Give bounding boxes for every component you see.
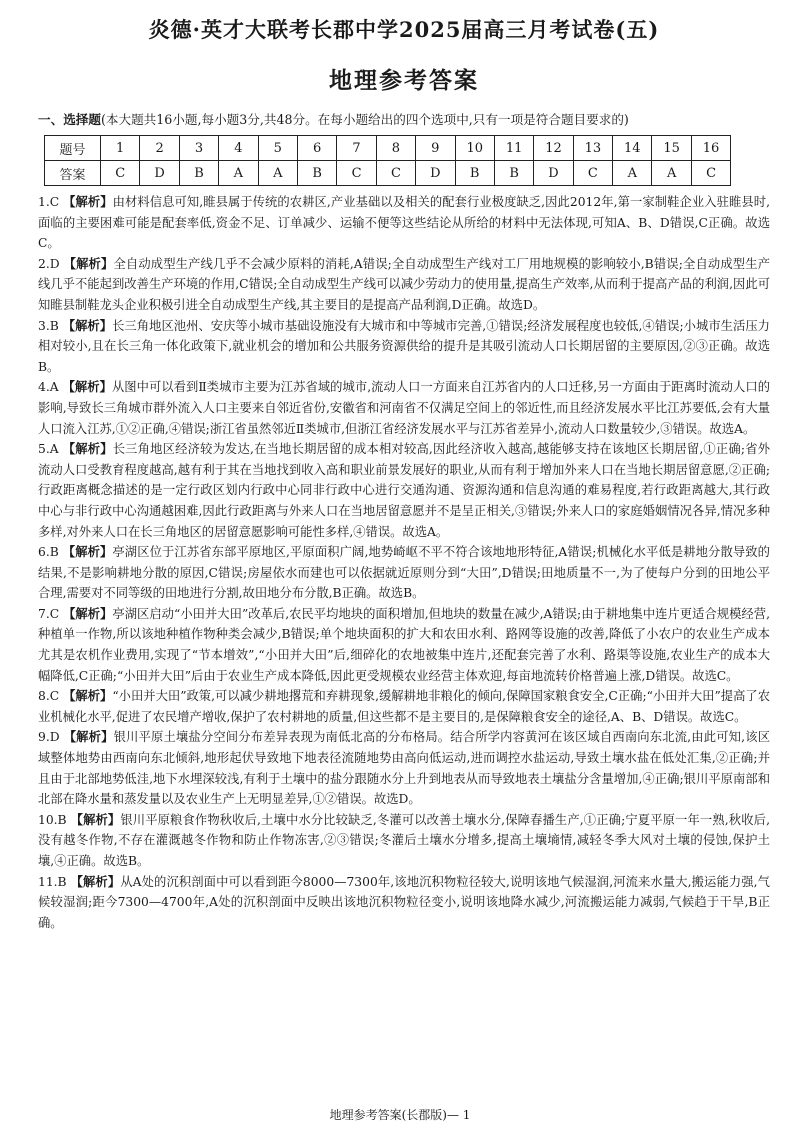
analysis-tag: 【解析】 [63, 689, 113, 704]
question-number-cell: 8 [376, 136, 415, 161]
explanation-item [38, 686, 770, 727]
answer-cell: C [691, 161, 730, 186]
answer-cell: D [416, 161, 455, 186]
question-number-cell: 13 [573, 136, 612, 161]
answer-cell: A [219, 161, 258, 186]
question-number-cell: 10 [455, 136, 494, 161]
answer-cell: B [297, 161, 336, 186]
item-text: 长三角地区池州、安庆等小城市基础设施没有大城市和中等城市完善,①错误;经济发展程度也较低,④错误;小城市生活压力相对较小,且在长三角一体化政策下,就业机会的增加和公共服务资源供给的提升是其吸引流动人口长期居留的主要原因,②③正确。故选B。 [38, 318, 770, 374]
section-heading [38, 111, 770, 129]
answer-cell: B [179, 161, 218, 186]
item-number: 5.A [38, 442, 59, 457]
answer-cell: A [258, 161, 297, 186]
analysis-tag: 【解析】 [63, 730, 114, 745]
item-text: 从A处的沉积剖面中可以看到距今8000—7300年,该地沉积物粒径较大,说明该地气候湿润,河流来水量大,搬运能力强,气候较湿润;距今7300—4700年,A处的沉积剖面中反映出该地沉积物粒径变小,说明该地降水减少,河流搬运能力减弱,气候趋于干旱,B正确。 [38, 874, 770, 930]
explanation-item [38, 604, 770, 686]
answer-cell: A [652, 161, 691, 186]
analysis-tag: 【解析】 [62, 380, 112, 395]
item-number: 7.C [38, 606, 60, 621]
explanation-item [38, 542, 770, 604]
item-number: 8.C [38, 689, 60, 704]
question-number-cell: 15 [652, 136, 691, 161]
item-text: 亭湖区启动“小田并大田”改革后,农民平均地块的面积增加,但地块的数量在减少,A错误;由于耕地集中连片更适合规模经营,种植单一作物,所以该地种植作物种类会减少,B错误;单个地块面积的扩大和农田水利、路网等设施的改善,降低了小农户的农业生产成本尤其是农机作业费用,实现了“节本增效”,“小田并大田”后,细碎化的农地被集中连片,还配套完善了水利、路渠等设施,农业生产的成本大幅降低,C正确;“小田并大田”后由于农业生产成本降低,因此更受规模农业经营主体欢迎,每亩地流转价格普遍上涨,D错误。故选C。 [38, 606, 770, 683]
analysis-tag: 【解析】 [63, 195, 113, 209]
item-number: 4.A [38, 380, 59, 395]
explanation-item [38, 316, 770, 378]
explanation-item [38, 439, 770, 542]
answer-cell: B [494, 161, 533, 186]
question-number-cell: 5 [258, 136, 297, 161]
item-text: 亭湖区位于江苏省东部平原地区,平原面积广阔,地势崎岖不平不符合该地地形特征,A错误;机械化水平低是耕地分散导致的结果,不是影响耕地分散的原因,C错误;房屋依水而建也可以依据就近原则分到“大田”,D错误;田地质量不一,为了使每户分到的田地公平合理,需要对不同等级的田地进行分割,故田地分布分散,B正确。故选B。 [38, 545, 770, 601]
question-number-cell: 2 [140, 136, 179, 161]
question-number-cell: 11 [494, 136, 533, 161]
item-text: 银川平原粮食作物秋收后,土壤中水分比较缺乏,冬灌可以改善土壤水分,保障春播生产,①正确;宁夏平原一年一熟,秋收后,没有越冬作物,不存在灌溉越冬作物和防止作物冻害,②③错误;冬灌后土壤水分增多,提高土壤墒情,减轻冬季大风对土壤的侵蚀,保护土壤,④正确。故选B。 [38, 812, 770, 868]
item-text: 从图中可以看到Ⅱ类城市主要为江苏省域的城市,流动人口一方面来自江苏省内的人口迁移,另一方面由于距离时流动人口的影响,导致长三角城市群外流入人口主要来自邻近省份,安徽省和河南省不仅满足空间上的邻近性,而且经济发展水平比江苏要低,会有大量人口流入江苏,①②正确,④错误;浙江省虽然邻近Ⅱ类城市,但浙江省经济发展水平与江苏省差异小,流动人口数量较少,③错误。故选A。 [38, 380, 770, 436]
answer-cell: D [140, 161, 179, 186]
explanation-item [38, 810, 770, 872]
question-number-cell: 6 [297, 136, 336, 161]
explanation-item [38, 727, 770, 809]
explanation-item [38, 192, 770, 254]
row-label-numbers: 题号 [45, 136, 101, 161]
explanation-list [38, 192, 770, 933]
section-note: (本大题共16小题,每小题3分,共48分。在每小题给出的四个选项中,只有一项是符合题目要求的) [100, 112, 629, 127]
analysis-tag: 【解析】 [63, 256, 114, 271]
page-title: 地理参考答案 [329, 68, 479, 94]
answer-cell: C [376, 161, 415, 186]
item-text: “小田并大田”政策,可以减少耕地撂荒和弃耕现象,缓解耕地非粮化的倾向,保障国家粮食安全,C正确;“小田并大田”提高了农业机械化水平,促进了农民增产增收,保护了农村耕地的质量,但这些都不是主要目的,是保障粮食安全的途径,A、B、D错误。故选C。 [38, 689, 770, 724]
analysis-tag: 【解析】 [70, 874, 121, 889]
answer-cell: B [455, 161, 494, 186]
item-number: 10.B [38, 812, 67, 827]
item-text: 长三角地区经济较为发达,在当地长期居留的成本相对较高,因此经济收入越高,越能够支持在该地区长期居留,①正确;省外流动人口受教育程度越高,越有利于其在当地找到收入高和职业前景发展好的职业,从而有利于增加外来人口在当地长期居留意愿,②正确;行政距离概念描述的是一定行政区划内行政中心同非行政中心进行交通沟通、资源沟通和信息沟通的难易程度,若行政距离越大,其行政中心与非行政中心沟通越困难,因此行政距离与外来人口在当地居留意愿并不是呈正相关,③错误;外来人口的家庭婚姻情况各异,情况多种多样,对外来人口在长三角地区的居留意愿影响可能性多样,④错误。故选A。 [38, 442, 770, 539]
item-number: 3.B [38, 318, 59, 333]
row-label-answers: 答案 [45, 161, 101, 186]
item-number: 11.B [38, 874, 67, 889]
explanation-item [38, 377, 770, 439]
question-number-cell: 12 [534, 136, 573, 161]
item-number: 6.B [38, 545, 59, 560]
analysis-tag: 【解析】 [63, 606, 113, 621]
item-text: 全自动成型生产线几乎不会减少原料的消耗,A错误;全自动成型生产线对工厂用地规模的影响较小,B错误;全自动成型生产线几乎不能起到改善生产环境的作用,C错误;全自动成型生产线可以减少劳动力的使用量,提高生产效率,从而利于提高产品的利润,因此可知睢县制鞋龙头企业积极引进全自动成型生产线,其主要目的是提高产品利润,D正确。故选D。 [38, 256, 770, 312]
analysis-tag: 【解析】 [62, 442, 113, 457]
analysis-tag: 【解析】 [62, 318, 113, 333]
answer-cell: C [337, 161, 376, 186]
question-number-cell: 14 [613, 136, 652, 161]
item-number: 1.C [38, 195, 60, 209]
answer-table-row-answers [45, 161, 731, 186]
analysis-tag: 【解析】 [62, 545, 113, 560]
answer-cell: C [101, 161, 140, 186]
answer-table-row-numbers [45, 136, 731, 161]
question-number-cell: 16 [691, 136, 730, 161]
explanation-item [38, 254, 770, 316]
answer-cell: D [534, 161, 573, 186]
item-number: 2.D [38, 256, 60, 271]
page-footer: 地理参考答案(长郡版)— 1 [329, 1108, 471, 1122]
exam-header: 炎德·英才大联考长郡中学2025届高三月考试卷(五) [148, 17, 660, 42]
question-number-cell: 1 [101, 136, 140, 161]
question-number-cell: 3 [179, 136, 218, 161]
answer-table [44, 135, 731, 186]
answer-cell: A [613, 161, 652, 186]
answer-cell: C [573, 161, 612, 186]
section-label: 一、选择题 [38, 112, 101, 127]
item-number: 9.D [38, 730, 60, 745]
item-text: 由材料信息可知,睢县属于传统的农耕区,产业基础以及相关的配套行业极度缺乏,因此2012年,第一家制鞋企业入驻睢县时,面临的主要困难可能是配套率低,资金不足、订单减少、运输不便等这些结论从所给的材料中无法体现,可知A、B、D错误,C正确。故选C。 [38, 195, 770, 251]
question-number-cell: 9 [416, 136, 455, 161]
analysis-tag: 【解析】 [70, 812, 121, 827]
question-number-cell: 7 [337, 136, 376, 161]
item-text: 银川平原土壤盐分空间分布差异表现为南低北高的分布格局。结合所学内容黄河在该区域自西南向东北流,由此可知,该区域整体地势由西南向东北倾斜,地形起伏导致地下地表径流随地势由高向低运动,进而调控水盐运动,导致土壤水盐在低处汇集,②正确;并且由于北部地势低洼,地下水埋深较浅,有利于土壤中的盐分跟随水分上升到地表从而导致地表土壤盐分含量增加,④正确;银川平原南部和北部在降水量和蒸发量以及农业生产上无明显差异,①②错误。故选D。 [38, 730, 770, 807]
question-number-cell: 4 [219, 136, 258, 161]
explanation-item [38, 872, 770, 934]
